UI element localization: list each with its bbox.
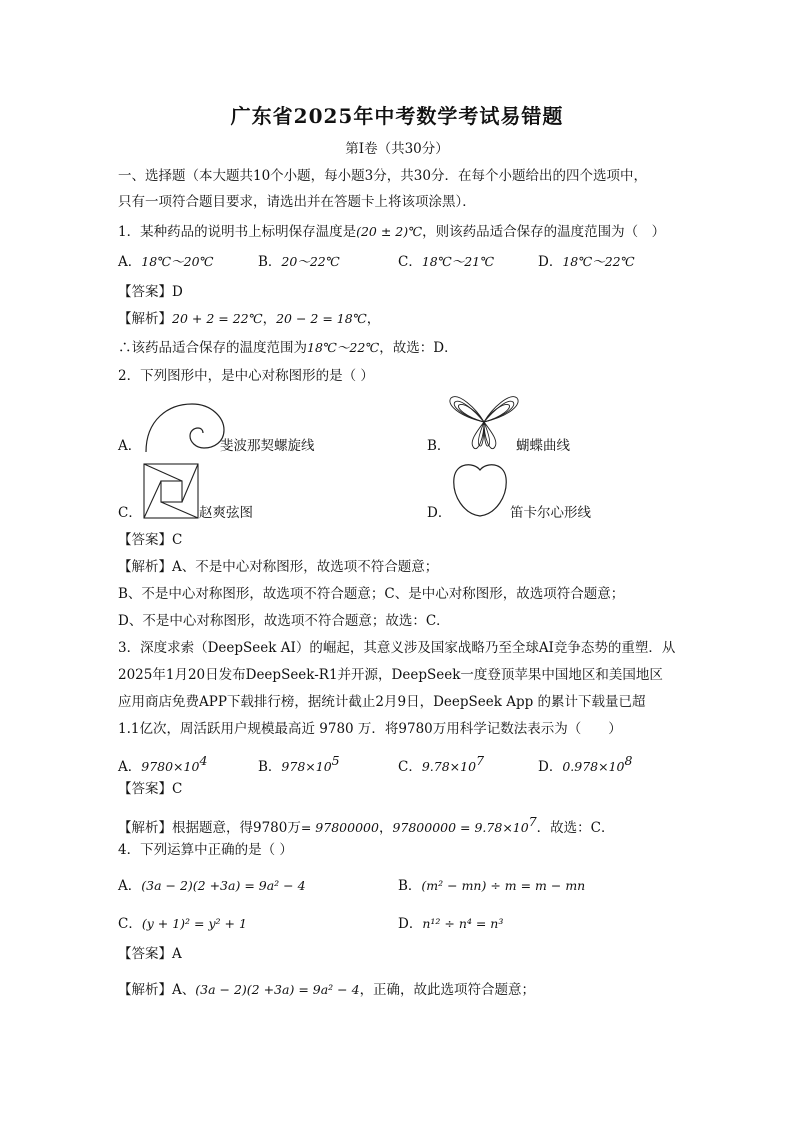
page-title: 广东省2025年中考数学考试易错题	[230, 104, 564, 128]
q3-stem-line2: 2025年1月20日发布DeepSeek-R1并开源，DeepSeek一度登顶苹果中国地区和美国地区	[118, 667, 663, 683]
q1-stem-math: (20 ± 2)℃	[356, 224, 423, 239]
page-subtitle: 第Ⅰ卷（共30分）	[345, 141, 449, 157]
section-instructions-line2: 只有一项符合题目要求，请选出并在答题卡上将该项涂黑）．	[118, 194, 476, 210]
q1-stem-text: 1．某种药品的说明书上标明保存温度是	[118, 224, 357, 240]
q4-analysis: 【解析】A、(3a − 2)(2 +3a) = 9a² − 4，正确，故此选项符合题意；	[118, 982, 536, 998]
q1-answer: 【答案】D	[118, 284, 183, 300]
q2-analysis-line2: B、不是中心对称图形，故选项不符合题意；C、是中心对称图形，故选项符合题意；	[118, 586, 625, 602]
q3-option-c: C．$9.78\times 10^7$	[398, 753, 485, 775]
q2-option-c-label: C．	[118, 505, 142, 521]
q2-option-d-label: D．	[427, 505, 452, 521]
q1-analysis: 【解析】20 + 2 = 22℃，20 − 2 = 18℃，	[118, 311, 381, 327]
q1-conclusion: ∴该药品适合保存的温度范围为18℃～22℃，故选：D．	[118, 340, 458, 356]
q2-option-a-name: 斐波那契螺旋线	[220, 438, 315, 454]
q3-analysis: 【解析】根据题意，得9780万= 97800000，$97800000 = 9.78\times 10^7$．故选：C．	[118, 814, 615, 836]
q2-analysis-line3: D、不是中心对称图形，故选项不符合题意；故选：C．	[118, 613, 450, 629]
q1-option-a: A．18℃～20℃	[118, 254, 214, 270]
q3-answer: 【答案】C	[118, 781, 183, 797]
section-instructions-line1: 一、选择题（本大题共10个小题，每小题3分，共30分．在每个小题给出的四个选项中，	[118, 168, 647, 184]
q4-option-c: C．(y + 1)² = y² + 1	[118, 916, 247, 932]
q2-option-b-label: B．	[427, 438, 451, 454]
q3-stem-line1: 3．深度求索（DeepSeek AI）的崛起，其意义涉及国家战略乃至全球AI竞争态势的重塑．从	[118, 640, 676, 656]
q2-stem: 2．下列图形中，是中心对称图形的是（ ）	[118, 368, 374, 384]
q4-answer: 【答案】A	[118, 946, 182, 962]
q4-option-a: A．(3a − 2)(2 +3a) = 9a² − 4	[118, 878, 306, 894]
q3-option-b: B．$978\times 10^5$	[258, 753, 340, 775]
fibonacci-spiral-figure	[140, 396, 230, 456]
q3-stem-line3: 应用商店免费APP下载排行榜，据统计截止2月9日，DeepSeek App 的累计下载量已超	[118, 694, 646, 710]
q1-option-c: C．18℃～21℃	[398, 254, 495, 270]
q1-stem	[118, 222, 665, 242]
q1-option-d: D．18℃～22℃	[538, 254, 635, 270]
q2-option-a-label: A．	[118, 438, 142, 454]
q1-option-b: B．20～22℃	[258, 254, 340, 270]
q2-answer: 【答案】C	[118, 532, 183, 548]
q1-stem-text-end: ，则该药品适合保存的温度范围为（ ）	[422, 224, 666, 240]
q4-stem: 4．下列运算中正确的是（ ）	[118, 842, 293, 858]
q3-option-a: A．$9780\times 10^4$	[118, 753, 208, 775]
cardioid-figure	[452, 460, 508, 518]
q3-stem-line4: 1.1亿次，周活跃用户规模最高近 9780 万．将9780万用科学记数法表示为（ ）	[118, 721, 622, 737]
q4-option-d: D．n¹² ÷ n⁴ = n³	[398, 916, 504, 932]
q4-option-b: B．(m² − mn) ÷ m = m − mn	[398, 878, 586, 894]
butterfly-curve-figure	[448, 388, 520, 456]
q3-option-d: D．$0.978\times 10^8$	[538, 753, 633, 775]
zhaoshuang-string-diagram-figure	[142, 462, 200, 520]
q2-option-b-name: 蝴蝶曲线	[516, 438, 570, 454]
q2-option-c-name: 赵爽弦图	[199, 505, 253, 521]
q2-analysis-line1: 【解析】A、不是中心对称图形，故选项不符合题意；	[118, 559, 439, 575]
q2-option-d-name: 笛卡尔心形线	[510, 505, 591, 521]
